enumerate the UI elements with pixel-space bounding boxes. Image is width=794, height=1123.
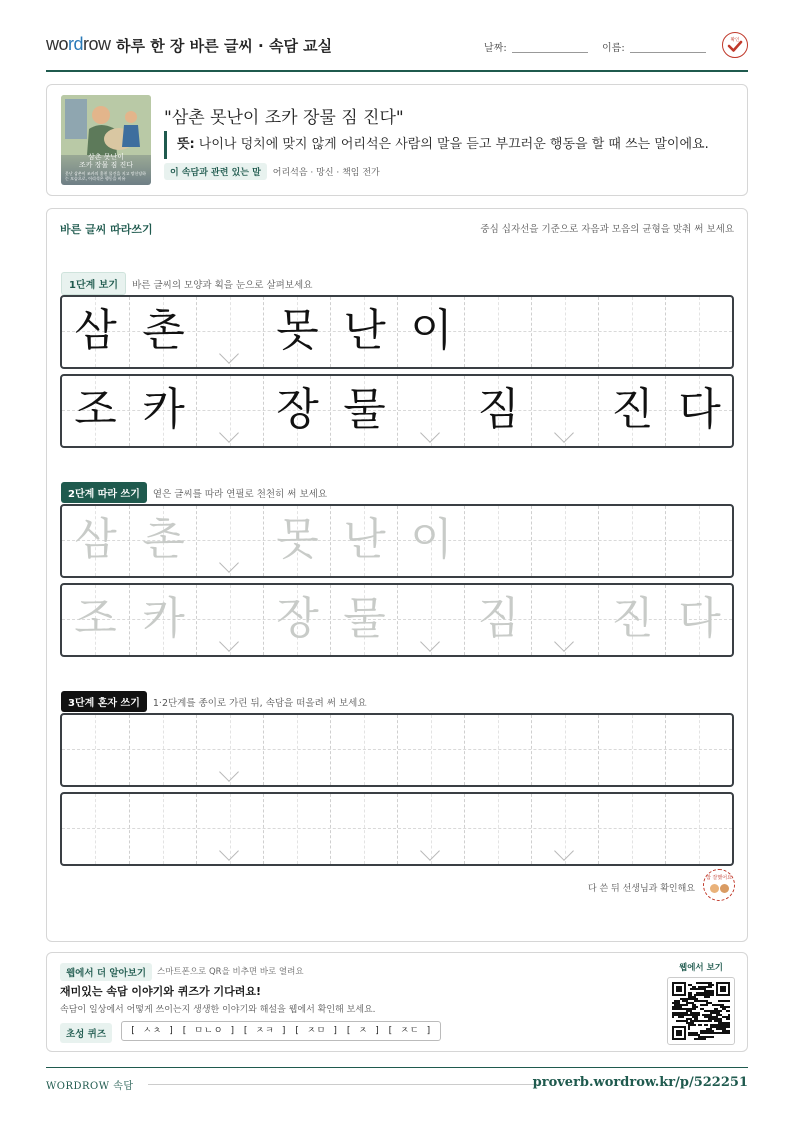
- stamp-label: 확인: [730, 38, 740, 43]
- writing-cell[interactable]: [464, 506, 531, 576]
- writing-cell[interactable]: [665, 715, 732, 785]
- syllable-glyph: 다: [678, 593, 721, 644]
- writing-cell[interactable]: [129, 297, 196, 367]
- writing-cell[interactable]: [62, 506, 129, 576]
- writing-cell[interactable]: [263, 297, 330, 367]
- quiz-tag: 초성 퀴즈: [60, 1023, 112, 1043]
- page-footer: [46, 1067, 748, 1097]
- syllable-glyph: 물: [343, 593, 386, 644]
- syllable-glyph: 촌: [142, 305, 185, 356]
- syllable-glyph: 삼: [74, 305, 117, 356]
- writing-cell[interactable]: [330, 715, 397, 785]
- writing-cell[interactable]: [464, 376, 531, 446]
- step-2-label: 2단계 따라 쓰기 옅은 글씨를 따라 연필로 천천히 써 보세요: [61, 482, 327, 503]
- writing-cell[interactable]: [129, 376, 196, 446]
- writing-row[interactable]: [60, 374, 734, 448]
- good-job-stamp-icon: 참 잘했어요: [703, 869, 735, 901]
- syllable-glyph: 진: [611, 593, 654, 644]
- syllable-glyph: 난: [343, 514, 386, 565]
- page-header: [46, 30, 748, 72]
- syllable-glyph: 짐: [477, 384, 520, 435]
- syllable-glyph: 다: [678, 384, 721, 435]
- writing-cell[interactable]: [263, 506, 330, 576]
- syllable-glyph: 촌: [142, 514, 185, 565]
- syllable-glyph: 카: [142, 384, 185, 435]
- step-1-label: 1단계 보기 바른 글씨의 모양과 획을 눈으로 살펴보세요: [61, 272, 312, 295]
- writing-cell[interactable]: [263, 585, 330, 655]
- web-more-sub: 스마트폰으로 QR을 비추면 바로 열려요: [157, 967, 304, 977]
- proverb-card: [46, 84, 748, 196]
- writing-cell[interactable]: [665, 794, 732, 864]
- related-words: 이 속담과 관련 있는 말 어리석음 · 망신 · 책임 전가: [164, 163, 380, 180]
- writing-cell[interactable]: [263, 376, 330, 446]
- syllable-glyph: 못: [276, 305, 319, 356]
- writing-cell[interactable]: [598, 585, 665, 655]
- writing-cell[interactable]: [598, 794, 665, 864]
- qr-code-icon[interactable]: [667, 977, 735, 1045]
- writing-row[interactable]: [60, 504, 734, 578]
- practice-title: 바른 글씨 따라쓰기: [60, 223, 153, 236]
- writing-cell[interactable]: [62, 585, 129, 655]
- writing-cell[interactable]: [665, 376, 732, 446]
- writing-cell[interactable]: [397, 506, 464, 576]
- date-label: 날짜:: [484, 43, 507, 54]
- proverb-meaning: 뜻: 나이나 덩치에 맞지 않게 어리석은 사람의 말을 듣고 부끄러운 행동을 할 때 쓰는 말이에요.: [164, 131, 709, 159]
- writing-cell[interactable]: [263, 715, 330, 785]
- writing-cell[interactable]: [62, 376, 129, 446]
- writing-cell[interactable]: [397, 297, 464, 367]
- writing-cell[interactable]: [129, 585, 196, 655]
- initial-consonant-quiz: [ ㅅㅊ ] [ ㅁㄴㅇ ] [ ㅈㅋ ] [ ㅈㅁ ] [ ㅈ ] [ ㅈㄷ ]: [121, 1021, 441, 1041]
- name-field[interactable]: [630, 52, 706, 53]
- writing-row[interactable]: [60, 583, 734, 657]
- writing-cell[interactable]: [330, 506, 397, 576]
- qr-label: 웹에서 보기: [679, 963, 724, 973]
- syllable-glyph: 진: [611, 384, 654, 435]
- writing-cell[interactable]: [62, 794, 129, 864]
- writing-cell[interactable]: [598, 506, 665, 576]
- syllable-glyph: 삼: [74, 514, 117, 565]
- writing-cell[interactable]: [263, 794, 330, 864]
- writing-cell[interactable]: [129, 794, 196, 864]
- writing-cell[interactable]: [397, 715, 464, 785]
- writing-cell[interactable]: [129, 506, 196, 576]
- syllable-glyph: 물: [343, 384, 386, 435]
- writing-cell[interactable]: [330, 585, 397, 655]
- footer-url[interactable]: proverb.wordrow.kr/p/522251: [532, 1075, 748, 1090]
- syllable-glyph: 조: [74, 384, 117, 435]
- web-description: 속담이 일상에서 어떻게 쓰이는지 생생한 이야기와 해설을 웹에서 확인해 보세요.: [60, 1005, 376, 1015]
- writing-cell[interactable]: [464, 794, 531, 864]
- proverb-illustration: 삼촌 못난이 조카 장물 짐 진다 못난 삼촌이 조카의 훔친 물건을 지고 망신당하는 모습으로, 어리석은 행동을 비유: [61, 95, 151, 185]
- writing-cell[interactable]: [598, 715, 665, 785]
- writing-cell[interactable]: [129, 715, 196, 785]
- syllable-glyph: 카: [142, 593, 185, 644]
- syllable-glyph: 못: [276, 514, 319, 565]
- writing-cell[interactable]: [330, 794, 397, 864]
- practice-hint: 중심 십자선을 기준으로 자음과 모음의 균형을 맞춰 써 보세요: [480, 224, 734, 235]
- step-3-label: 3단계 혼자 쓰기 1·2단계를 종이로 가린 뒤, 속담을 떠올려 써 보세요: [61, 691, 367, 712]
- writing-cell[interactable]: [464, 585, 531, 655]
- check-stamp-icon: [722, 32, 748, 58]
- writing-cell[interactable]: [531, 715, 598, 785]
- writing-cell[interactable]: [665, 297, 732, 367]
- syllable-glyph: 짐: [477, 593, 520, 644]
- writing-cell[interactable]: [598, 376, 665, 446]
- writing-cell[interactable]: [62, 715, 129, 785]
- proverb-title: "삼촌 못난이 조카 장물 짐 진다": [164, 108, 404, 128]
- writing-cell[interactable]: [464, 715, 531, 785]
- syllable-glyph: 장: [276, 593, 319, 644]
- writing-cell[interactable]: [665, 506, 732, 576]
- writing-row[interactable]: [60, 792, 734, 866]
- writing-row[interactable]: [60, 713, 734, 787]
- date-field[interactable]: [512, 52, 588, 53]
- writing-cell[interactable]: [330, 376, 397, 446]
- footer-brand: WORDROW 속담: [46, 1081, 134, 1092]
- writing-cell[interactable]: [598, 297, 665, 367]
- teacher-check-note: 다 쓴 뒤 선생님과 확인해요: [587, 884, 695, 894]
- writing-cell[interactable]: [62, 297, 129, 367]
- writing-row[interactable]: [60, 295, 734, 369]
- web-more-tag: 웹에서 더 알아보기: [60, 963, 152, 981]
- writing-cell[interactable]: [464, 297, 531, 367]
- writing-cell[interactable]: [531, 297, 598, 367]
- page-title: 하루 한 장 바른 글씨 · 속담 교실: [116, 37, 333, 55]
- syllable-glyph: 이: [410, 305, 453, 356]
- writing-cell[interactable]: [330, 297, 397, 367]
- syllable-glyph: 난: [343, 305, 386, 356]
- wordrow-logo[interactable]: wordrow: [46, 34, 111, 54]
- syllable-glyph: 조: [74, 593, 117, 644]
- writing-cell[interactable]: [665, 585, 732, 655]
- writing-cell[interactable]: [531, 506, 598, 576]
- web-headline: 재미있는 속담 이야기와 퀴즈가 기다려요!: [60, 985, 261, 998]
- syllable-glyph: 이: [410, 514, 453, 565]
- name-label: 이름:: [602, 43, 625, 54]
- syllable-glyph: 장: [276, 384, 319, 435]
- web-more-box: [46, 952, 748, 1052]
